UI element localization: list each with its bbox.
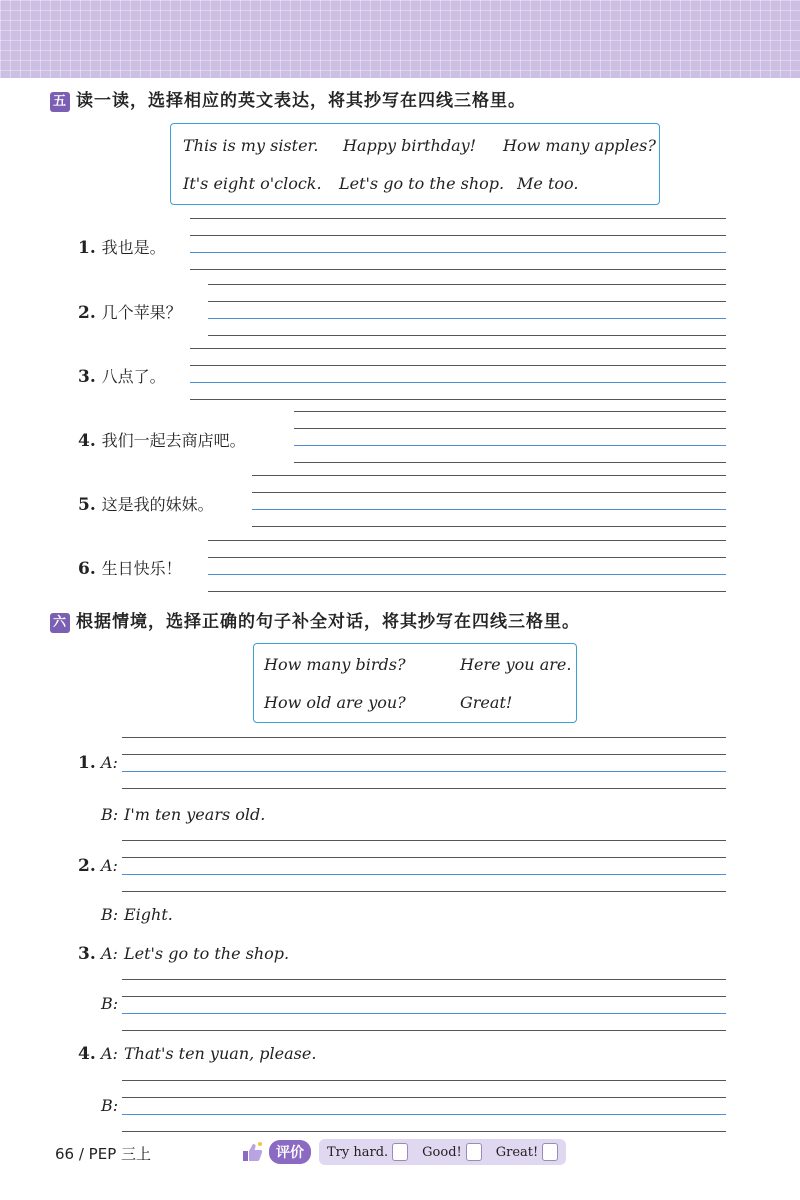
eval-option-label: Great! — [495, 1144, 539, 1160]
dialog-3-number: 3. — [78, 944, 96, 964]
option-text: Me too. — [517, 174, 579, 193]
speaker-b-label: B: — [101, 905, 119, 924]
question-text: 这是我的妹妹。 — [101, 495, 214, 514]
option-text: How many birds? — [264, 655, 406, 674]
writing-line — [190, 348, 726, 349]
writing-line — [122, 979, 726, 980]
writing-line — [294, 428, 726, 429]
option-text: Great! — [460, 693, 513, 712]
checkbox[interactable] — [392, 1143, 408, 1161]
writing-line — [122, 891, 726, 892]
writing-baseline — [122, 874, 726, 875]
dialog-line-text: Let's go to the shop. — [124, 944, 290, 963]
question-text: 我也是。 — [101, 238, 166, 257]
writing-line — [190, 399, 726, 400]
question-number: 6. — [78, 559, 96, 579]
option-text: This is my sister. — [183, 136, 319, 155]
option-text: Let's go to the shop. — [339, 174, 505, 193]
eval-option-try-hard[interactable] — [327, 1143, 408, 1161]
writing-baseline — [252, 509, 726, 510]
writing-line — [122, 788, 726, 789]
eval-option-good[interactable] — [422, 1143, 482, 1161]
question-number: 2. — [78, 303, 96, 323]
question-text: 几个苹果？ — [101, 303, 182, 322]
section-6-badge: 六 — [50, 613, 70, 633]
writing-line — [294, 462, 726, 463]
writing-line — [190, 365, 726, 366]
checkbox[interactable] — [466, 1143, 482, 1161]
writing-baseline — [190, 252, 726, 253]
writing-baseline — [122, 1114, 726, 1115]
question-5 — [78, 492, 214, 515]
eval-option-label: Good! — [422, 1144, 462, 1160]
writing-line — [208, 557, 726, 558]
question-number: 1. — [78, 238, 96, 258]
writing-line — [208, 335, 726, 336]
writing-line — [294, 411, 726, 412]
speaker-b-label: B: — [101, 1096, 119, 1115]
section-6-title — [50, 607, 580, 633]
writing-line — [208, 591, 726, 592]
checkbox[interactable] — [542, 1143, 558, 1161]
writing-baseline — [294, 445, 726, 446]
evaluation-bar — [240, 1139, 566, 1165]
dialog-4-number: 4. — [78, 1044, 96, 1064]
section-5-word-box — [170, 123, 660, 205]
section-6-word-box — [253, 643, 577, 723]
question-text: 生日快乐！ — [101, 559, 182, 578]
speaker-b-label: B: — [101, 994, 119, 1013]
option-text: Here you are. — [460, 655, 572, 674]
question-3 — [78, 364, 166, 387]
dialog-line-text: I'm ten years old. — [124, 805, 266, 824]
writing-line — [122, 996, 726, 997]
section-5-badge: 五 — [50, 92, 70, 112]
writing-line — [190, 235, 726, 236]
dialog-1-number: 1. — [78, 753, 96, 773]
section-6-instruction: 根据情境，选择正确的句子补全对话，将其抄写在四线三格里。 — [76, 612, 580, 632]
writing-line — [122, 1131, 726, 1132]
writing-line — [208, 284, 726, 285]
writing-baseline — [122, 1013, 726, 1014]
writing-line — [122, 857, 726, 858]
option-text: How old are you? — [264, 693, 406, 712]
speaker-b-label: B: — [101, 805, 119, 824]
writing-line — [252, 526, 726, 527]
question-1 — [78, 235, 166, 258]
writing-line — [122, 1097, 726, 1098]
question-number: 4. — [78, 431, 96, 451]
writing-baseline — [208, 574, 726, 575]
question-6 — [78, 556, 182, 579]
question-4 — [78, 428, 246, 451]
speaker-a-label: A: — [101, 1044, 118, 1063]
writing-line — [122, 840, 726, 841]
dialog-line-text: Eight. — [124, 905, 173, 924]
eval-option-great[interactable] — [496, 1143, 559, 1161]
writing-line — [208, 301, 726, 302]
writing-line — [122, 754, 726, 755]
writing-line — [252, 492, 726, 493]
writing-line — [122, 737, 726, 738]
writing-baseline — [122, 771, 726, 772]
section-5-title — [50, 86, 526, 112]
dialog-2-number: 2. — [78, 856, 96, 876]
writing-baseline — [208, 318, 726, 319]
option-text: Happy birthday! — [343, 136, 477, 155]
evaluation-label: 评价 — [269, 1140, 311, 1164]
writing-line — [252, 475, 726, 476]
page-number: 66 / PEP 三上 — [55, 1145, 152, 1163]
option-text: How many apples? — [503, 136, 656, 155]
writing-line — [190, 218, 726, 219]
header-grid-band — [0, 0, 800, 78]
question-text: 我们一起去商店吧。 — [101, 431, 246, 450]
writing-line — [190, 269, 726, 270]
section-5-instruction: 读一读，选择相应的英文表达，将其抄写在四线三格里。 — [76, 91, 526, 111]
speaker-a-label: A: — [101, 753, 118, 772]
question-2 — [78, 300, 182, 323]
writing-line — [122, 1080, 726, 1081]
eval-option-label: Try hard. — [327, 1144, 389, 1160]
question-number: 3. — [78, 367, 96, 387]
speaker-a-label: A: — [101, 944, 118, 963]
thumbs-up-icon — [240, 1141, 266, 1163]
question-number: 5. — [78, 495, 96, 515]
writing-line — [208, 540, 726, 541]
question-text: 八点了。 — [101, 367, 166, 386]
evaluation-options — [319, 1139, 566, 1165]
writing-line — [122, 1030, 726, 1031]
dialog-line-text: That's ten yuan, please. — [124, 1044, 317, 1063]
option-text: It's eight o'clock. — [183, 174, 322, 193]
writing-baseline — [190, 382, 726, 383]
speaker-a-label: A: — [101, 856, 118, 875]
